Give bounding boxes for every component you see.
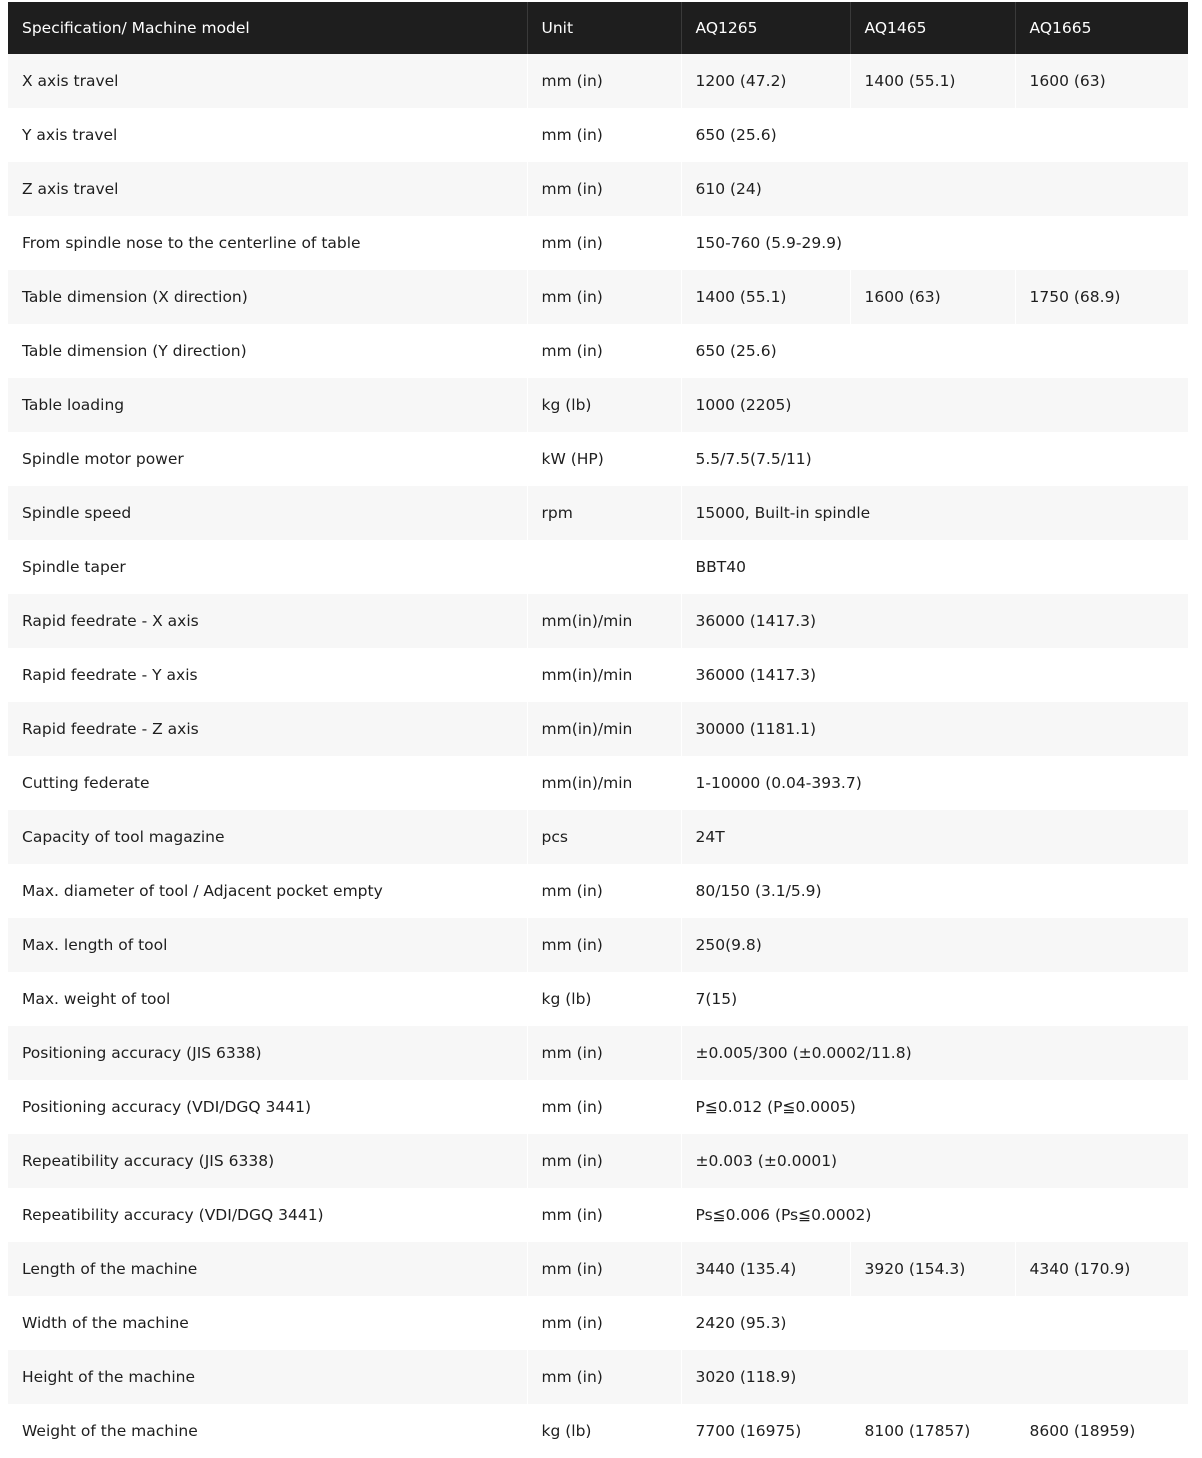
table-row — [8, 1188, 1188, 1242]
unit-cell: mm (in) — [527, 1134, 681, 1188]
table-row — [8, 594, 1188, 648]
table-row — [8, 702, 1188, 756]
table-row — [8, 1026, 1188, 1080]
unit-cell — [527, 540, 681, 594]
unit-cell: mm (in) — [527, 270, 681, 324]
spec-cell: Table dimension (X direction) — [8, 270, 527, 324]
unit-cell: mm(in)/min — [527, 648, 681, 702]
header-model-1: AQ1265 — [681, 2, 850, 54]
table-row — [8, 1242, 1188, 1296]
unit-cell: mm (in) — [527, 216, 681, 270]
unit-cell: mm (in) — [527, 108, 681, 162]
header-unit: Unit — [527, 2, 681, 54]
table-row — [8, 486, 1188, 540]
spec-cell: Spindle taper — [8, 540, 527, 594]
spec-table — [8, 2, 1188, 1458]
unit-cell: kW (HP) — [527, 432, 681, 486]
value-cell: P≦0.012 (P≦0.0005) — [681, 1080, 1188, 1134]
unit-cell: rpm — [527, 486, 681, 540]
spec-cell: X axis travel — [8, 54, 527, 108]
table-row — [8, 216, 1188, 270]
header-row — [8, 2, 1188, 54]
table-row — [8, 324, 1188, 378]
spec-cell: Length of the machine — [8, 1242, 527, 1296]
spec-cell: Rapid feedrate - Y axis — [8, 648, 527, 702]
spec-cell: Repeatibility accuracy (JIS 6338) — [8, 1134, 527, 1188]
value-cell: 30000 (1181.1) — [681, 702, 1188, 756]
spec-cell: Rapid feedrate - X axis — [8, 594, 527, 648]
spec-cell: From spindle nose to the centerline of table — [8, 216, 527, 270]
unit-cell: kg (lb) — [527, 972, 681, 1026]
spec-cell: Max. weight of tool — [8, 972, 527, 1026]
unit-cell: mm (in) — [527, 918, 681, 972]
unit-cell: mm (in) — [527, 1080, 681, 1134]
table-row — [8, 864, 1188, 918]
spec-cell: Positioning accuracy (JIS 6338) — [8, 1026, 527, 1080]
value-cell: 5.5/7.5(7.5/11) — [681, 432, 1188, 486]
value-cell: 1600 (63) — [850, 270, 1015, 324]
unit-cell: mm (in) — [527, 162, 681, 216]
spec-cell: Z axis travel — [8, 162, 527, 216]
unit-cell: mm (in) — [527, 864, 681, 918]
header-spec: Specification/ Machine model — [8, 2, 527, 54]
value-cell: 7700 (16975) — [681, 1404, 850, 1458]
spec-cell: Table loading — [8, 378, 527, 432]
spec-cell: Height of the machine — [8, 1350, 527, 1404]
table-row — [8, 378, 1188, 432]
table-row — [8, 1134, 1188, 1188]
table-row — [8, 432, 1188, 486]
spec-cell: Weight of the machine — [8, 1404, 527, 1458]
value-cell: 8600 (18959) — [1015, 1404, 1188, 1458]
value-cell: 150-760 (5.9-29.9) — [681, 216, 1188, 270]
table-row — [8, 1080, 1188, 1134]
value-cell: 3920 (154.3) — [850, 1242, 1015, 1296]
spec-cell: Repeatibility accuracy (VDI/DGQ 3441) — [8, 1188, 527, 1242]
unit-cell: mm (in) — [527, 324, 681, 378]
value-cell: 3440 (135.4) — [681, 1242, 850, 1296]
unit-cell: kg (lb) — [527, 378, 681, 432]
table-row — [8, 108, 1188, 162]
table-row — [8, 972, 1188, 1026]
spec-cell: Width of the machine — [8, 1296, 527, 1350]
value-cell: 36000 (1417.3) — [681, 648, 1188, 702]
spec-cell: Max. diameter of tool / Adjacent pocket empty — [8, 864, 527, 918]
spec-cell: Spindle motor power — [8, 432, 527, 486]
value-cell: 4340 (170.9) — [1015, 1242, 1188, 1296]
table-row — [8, 810, 1188, 864]
spec-cell: Table dimension (Y direction) — [8, 324, 527, 378]
table-body — [8, 54, 1188, 1458]
value-cell: 8100 (17857) — [850, 1404, 1015, 1458]
value-cell: 1400 (55.1) — [850, 54, 1015, 108]
value-cell: 2420 (95.3) — [681, 1296, 1188, 1350]
value-cell: 24T — [681, 810, 1188, 864]
unit-cell: mm(in)/min — [527, 756, 681, 810]
value-cell: 1400 (55.1) — [681, 270, 850, 324]
value-cell: BBT40 — [681, 540, 1188, 594]
spec-cell: Cutting federate — [8, 756, 527, 810]
table-row — [8, 540, 1188, 594]
table-row — [8, 162, 1188, 216]
unit-cell: mm (in) — [527, 1296, 681, 1350]
header-model-3: AQ1665 — [1015, 2, 1188, 54]
table-row — [8, 1296, 1188, 1350]
value-cell: 1750 (68.9) — [1015, 270, 1188, 324]
value-cell: 15000, Built-in spindle — [681, 486, 1188, 540]
value-cell: 1-10000 (0.04-393.7) — [681, 756, 1188, 810]
value-cell: ±0.003 (±0.0001) — [681, 1134, 1188, 1188]
value-cell: 650 (25.6) — [681, 108, 1188, 162]
value-cell: 650 (25.6) — [681, 324, 1188, 378]
value-cell: ±0.005/300 (±0.0002/11.8) — [681, 1026, 1188, 1080]
unit-cell: mm (in) — [527, 1350, 681, 1404]
table-row — [8, 1350, 1188, 1404]
value-cell: 250(9.8) — [681, 918, 1188, 972]
unit-cell: mm (in) — [527, 1188, 681, 1242]
spec-cell: Spindle speed — [8, 486, 527, 540]
value-cell: 36000 (1417.3) — [681, 594, 1188, 648]
spec-cell: Y axis travel — [8, 108, 527, 162]
table-row — [8, 648, 1188, 702]
unit-cell: mm (in) — [527, 54, 681, 108]
value-cell: 1000 (2205) — [681, 378, 1188, 432]
unit-cell: mm(in)/min — [527, 594, 681, 648]
value-cell: 80/150 (3.1/5.9) — [681, 864, 1188, 918]
value-cell: 610 (24) — [681, 162, 1188, 216]
unit-cell: mm (in) — [527, 1026, 681, 1080]
unit-cell: mm(in)/min — [527, 702, 681, 756]
unit-cell: pcs — [527, 810, 681, 864]
value-cell: 1200 (47.2) — [681, 54, 850, 108]
unit-cell: mm (in) — [527, 1242, 681, 1296]
value-cell: 3020 (118.9) — [681, 1350, 1188, 1404]
unit-cell: kg (lb) — [527, 1404, 681, 1458]
spec-cell: Rapid feedrate - Z axis — [8, 702, 527, 756]
header-model-2: AQ1465 — [850, 2, 1015, 54]
spec-cell: Max. length of tool — [8, 918, 527, 972]
value-cell: 1600 (63) — [1015, 54, 1188, 108]
table-row — [8, 756, 1188, 810]
spec-cell: Positioning accuracy (VDI/DGQ 3441) — [8, 1080, 527, 1134]
value-cell: 7(15) — [681, 972, 1188, 1026]
table-row — [8, 918, 1188, 972]
table-row — [8, 1404, 1188, 1458]
table-row — [8, 270, 1188, 324]
value-cell: Ps≦0.006 (Ps≦0.0002) — [681, 1188, 1188, 1242]
table-row — [8, 54, 1188, 108]
spec-cell: Capacity of tool magazine — [8, 810, 527, 864]
